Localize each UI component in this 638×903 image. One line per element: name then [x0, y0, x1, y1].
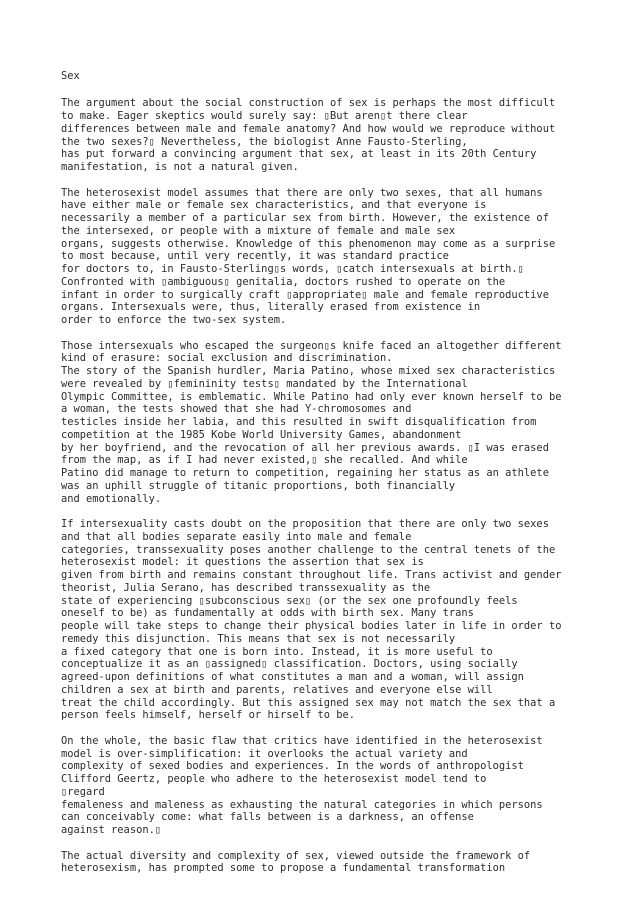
text-line: categories, transsexuality poses another challenge to the central tenets of the: [61, 543, 556, 556]
text-line: The heterosexist model assumes that there are only two sexes, that all humans: [61, 186, 543, 199]
paragraph: [61, 97, 631, 174]
text-line: a woman, the tests showed that she had Y-chromosomes and: [61, 403, 412, 416]
paragraph: [61, 735, 631, 837]
text-line: have either male or female sex characteristics, and that everyone is: [61, 199, 487, 212]
text-line: treat the child accordingly. But this assigned sex may not match the sex that a: [61, 696, 556, 709]
text-line: On the whole, the basic flaw that critics have identified in the heterosexist: [61, 734, 543, 747]
paragraph: [61, 187, 631, 327]
text-line: given from birth and remains constant throughout life. Trans activist and gender: [61, 569, 562, 582]
text-line: conceptualize it as an ▯assigned▯ classification. Doctors, using socially: [61, 658, 518, 671]
document-body: [61, 97, 631, 875]
paragraph: [61, 850, 631, 876]
document-page: [61, 70, 631, 888]
text-line: for doctors to, in Fausto-Sterling▯s words, ▯catch intersexuals at birth.▯: [61, 263, 524, 276]
text-line: against reason.▯: [61, 824, 162, 837]
text-line: by her boyfriend, and the revocation of all her previous awards. ▯I was erased: [61, 441, 549, 454]
text-line: children a sex at birth and parents, relatives and everyone else will: [61, 683, 493, 696]
text-line: to make. Eager skeptics would surely say: ▯But aren▯t there clear: [61, 110, 468, 123]
paragraph: [61, 340, 631, 506]
text-line: Those intersexuals who escaped the surgeon▯s knife faced an altogether different: [61, 339, 562, 352]
paragraph: [61, 518, 631, 722]
text-line: and that all bodies separate easily into male and female: [61, 530, 412, 543]
text-line: was an uphill struggle of titanic proportions, both financially: [61, 479, 456, 492]
text-line: Olympic Committee, is emblematic. While Patino had only ever known herself to be: [61, 390, 562, 403]
text-line: organs, suggests otherwise. Knowledge of this phenomenon may come as a surprise: [61, 237, 556, 250]
text-line: order to enforce the two-sex system.: [61, 314, 287, 327]
text-line: femaleness and maleness as exhausting the natural categories in which persons: [61, 798, 543, 811]
text-line: person feels himself, herself or hirself to be.: [61, 709, 356, 722]
text-line: competition at the 1985 Kobe World University Games, abandonment: [61, 428, 462, 441]
text-line: organs. Intersexuals were, thus, literally erased from existence in: [61, 301, 481, 314]
text-line: and emotionally.: [61, 492, 162, 505]
text-line: people will take steps to change their physical bodies later in life in order to: [61, 620, 562, 633]
text-line: model is over-simplification: it overlooks the actual variety and: [61, 747, 468, 760]
text-line: infant in order to surgically craft ▯appropriate▯ male and female reproductive: [61, 288, 549, 301]
text-line: If intersexuality casts doubt on the proposition that there are only two sexes: [61, 518, 549, 531]
document-title: Sex: [61, 70, 80, 82]
text-line: Patino did manage to return to competition, regaining her status as an athlete: [61, 467, 549, 480]
text-line: can conceivably come: what falls between is a darkness, an offense: [61, 811, 474, 824]
text-line: the two sexes?▯ Nevertheless, the biologist Anne Fausto-Sterling,: [61, 135, 468, 148]
text-line: the intersexed, or people with a mixture of female and male sex: [61, 224, 456, 237]
text-line: heterosexism, has prompted some to propose a fundamental transformation: [61, 862, 506, 875]
text-line: heterosexist model: it questions the assertion that sex is: [61, 556, 424, 569]
text-line: The argument about the social construction of sex is perhaps the most difficult: [61, 97, 556, 110]
text-line: necessarily a member of a particular sex from birth. However, the existence of: [61, 212, 549, 225]
text-line: differences between male and female anatomy? And how would we reproduce without: [61, 122, 556, 135]
text-line: Clifford Geertz, people who adhere to the heterosexist model tend to: [61, 773, 487, 786]
text-line: to most because, until very recently, it was standard practice: [61, 250, 449, 263]
text-line: has put forward a convincing argument that sex, at least in its 20th Century: [61, 148, 537, 161]
text-line: a fixed category that one is born into. Instead, it is more useful to: [61, 645, 493, 658]
text-line: were revealed by ▯femininity tests▯ mandated by the International: [61, 377, 468, 390]
text-line: theorist, Julia Serano, has described transsexuality as the: [61, 581, 431, 594]
text-line: agreed-upon definitions of what constitutes a man and a woman, will assign: [61, 671, 524, 684]
text-line: kind of erasure: social exclusion and discrimination.: [61, 352, 393, 365]
text-line: state of experiencing ▯subconscious sex▯ (or the sex one profoundly feels: [61, 594, 518, 607]
text-line: The actual diversity and complexity of sex, viewed outside the framework of: [61, 849, 531, 862]
text-line: complexity of sexed bodies and experiences. In the words of anthropologist: [61, 760, 524, 773]
text-line: from the map, as if I had never existed,▯ she recalled. And while: [61, 454, 468, 467]
text-line: The story of the Spanish hurdler, Maria Patino, whose mixed sex characteristics: [61, 365, 556, 378]
text-line: oneself to be) as fundamentally at odds with birth sex. Many trans: [61, 607, 474, 620]
text-line: ▯regard: [61, 785, 105, 798]
text-line: remedy this disjunction. This means that sex is not necessarily: [61, 632, 456, 645]
text-line: manifestation, is not a natural given.: [61, 161, 299, 174]
text-line: testicles inside her labia, and this resulted in swift disqualification from: [61, 416, 537, 429]
text-line: Confronted with ▯ambiguous▯ genitalia, doctors rushed to operate on the: [61, 275, 506, 288]
